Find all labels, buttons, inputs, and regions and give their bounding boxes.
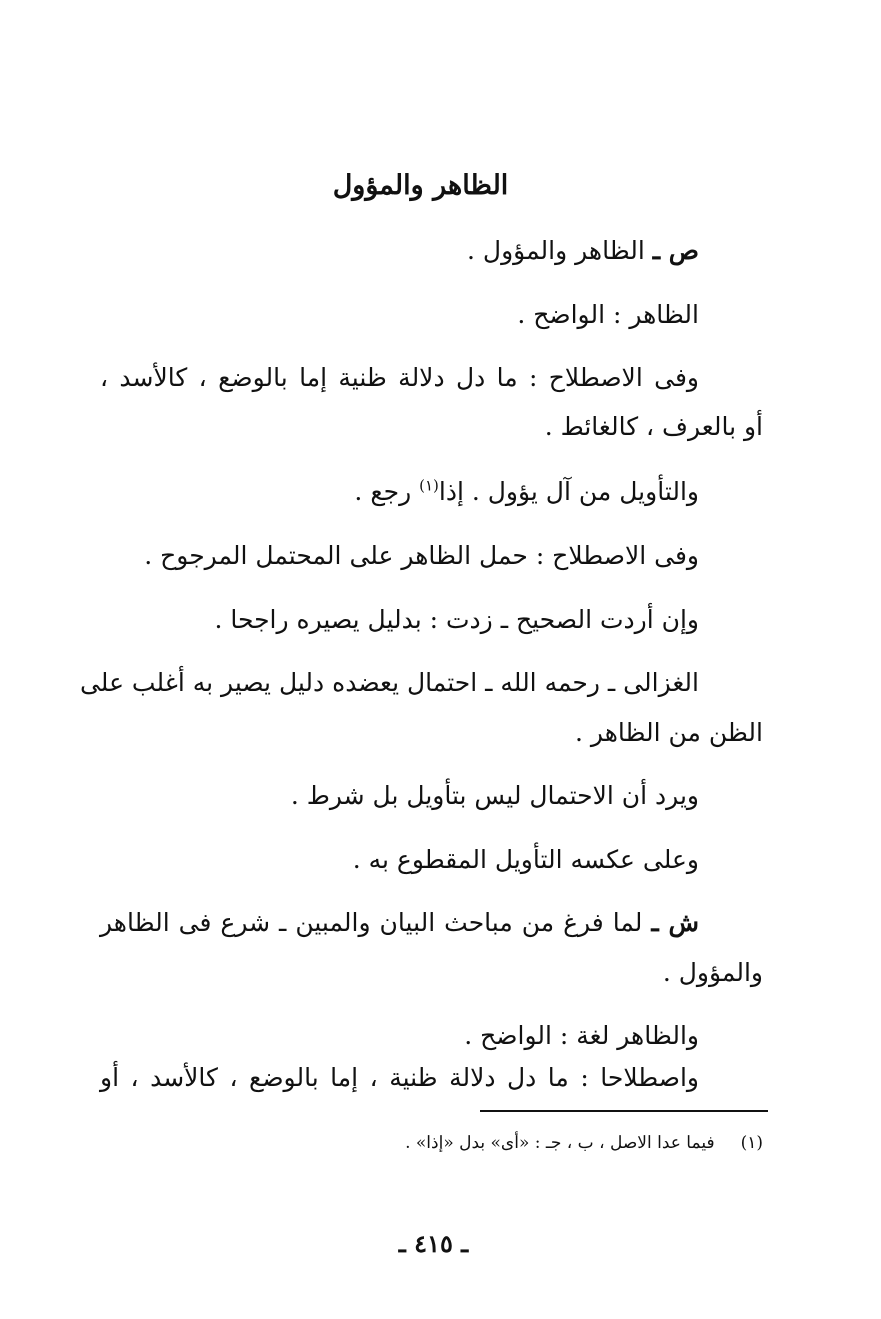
paragraph-line: والمؤول . — [662, 958, 763, 987]
paragraph-line — [467, 231, 699, 271]
paragraph-line: أو بالعرف ، كالغائط . — [544, 412, 763, 441]
paragraph-line: واصطلاحا : ما دل دلالة ظنية ، إما بالوضع ، كالأسد ، أو — [100, 1063, 699, 1092]
paragraph-line: والظاهر لغة : الواضح . — [464, 1021, 699, 1050]
line-text: لما فرغ من مباحث البيان والمبين ـ شرع فى الظاهر — [100, 908, 652, 937]
line-text: الظاهر والمؤول . — [467, 236, 653, 265]
line-text: رجع . — [354, 477, 420, 506]
paragraph-line: وفى الاصطلاح : حمل الظاهر على المحتمل المرجوح . — [144, 541, 699, 570]
paragraph-line: وإن أردت الصحيح ـ زدت : بدليل يصيره راجحا . — [214, 605, 699, 634]
section-marker-sad: ص ـ — [652, 236, 699, 265]
paragraph-line: ويرد أن الاحتمال ليس بتأويل بل شرط . — [290, 781, 699, 810]
paragraph-line: وعلى عكسه التأويل المقطوع به . — [352, 845, 699, 874]
footnote — [405, 1128, 763, 1158]
paragraph-line: الظن من الظاهر . — [575, 718, 763, 747]
footnote-reference: (١) — [419, 476, 439, 495]
paragraph-line: الغزالى ـ رحمه الله ـ احتمال يعضده دليل يصير به أغلب على — [79, 668, 699, 697]
footnote-number: (١) — [740, 1133, 763, 1153]
line-text: والتأويل من آل يؤول . إذا — [438, 477, 699, 506]
paragraph-line: الظاهر : الواضح . — [517, 300, 699, 329]
footnote-text: فيما عدا الاصل ، ب ، جـ : «أى» بدل «إذا» . — [405, 1133, 715, 1153]
paragraph-line: وفى الاصطلاح : ما دل دلالة ظنية إما بالوضع ، كالأسد ، — [100, 363, 699, 392]
paragraph-line — [100, 903, 699, 943]
footnote-divider — [480, 1110, 768, 1112]
page-title: الظاهر والمؤول — [332, 170, 509, 201]
section-marker-shin: ش ـ — [651, 908, 699, 937]
paragraph-line — [354, 472, 699, 512]
page-number: ـ ٤١٥ ـ — [398, 1229, 469, 1258]
